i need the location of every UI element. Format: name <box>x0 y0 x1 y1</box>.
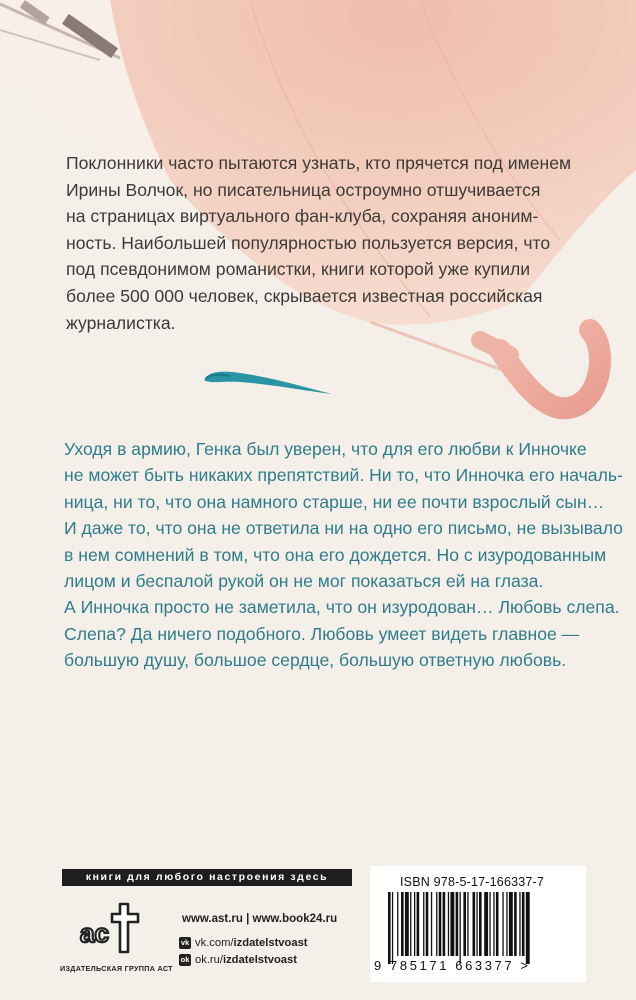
author-paragraph-line: журналистка. <box>66 312 176 333</box>
barcode-bar <box>489 892 490 956</box>
barcode-box <box>370 866 586 982</box>
barcode-bar <box>460 892 461 964</box>
barcode-bar <box>439 892 442 956</box>
synopsis-paragraph-line: не может быть никаких препятствий. Ни то, что Инночка его началь- <box>64 465 623 486</box>
barcode-bar <box>423 892 424 956</box>
ast-logo-lettering: ac <box>80 918 109 948</box>
author-paragraph-line: более 500 000 человек, скрывается известная российская <box>66 285 543 306</box>
barcode-bar <box>506 892 507 956</box>
barcode-bar <box>479 892 482 956</box>
synopsis-paragraph-line: И даже то, что она не ответила ни на одно его письмо, не вызывало <box>64 518 623 539</box>
author-paragraph-line: ность. Наибольшей популярностью пользуется версия, что <box>66 232 551 253</box>
isbn-label: ISBN 978-5-17-166337-7 <box>400 875 545 889</box>
author-paragraph-line: под псевдонимом романистки, книги которой уже купили <box>66 259 531 280</box>
barcode-bar <box>473 892 476 956</box>
barcode-bar <box>401 892 404 956</box>
barcode-bar <box>392 892 393 964</box>
barcode-bar <box>514 892 517 956</box>
vk-link-prefix: vk.com/ <box>195 937 234 949</box>
synopsis-paragraph-line: в нем сомнений в том, что она его дождется. Но с изуродованным <box>64 544 607 565</box>
barcode-digits: 9 785171 663377 > <box>374 958 531 973</box>
ok-link-prefix: ok.ru/ <box>195 954 223 966</box>
barcode-bar <box>456 892 459 956</box>
barcode-bar <box>417 892 420 956</box>
publisher-name: ИЗДАТЕЛЬСКАЯ ГРУППА АСТ <box>60 964 173 973</box>
synopsis-paragraph-line: большую душу, большое сердце, большую ответную любовь. <box>64 650 567 671</box>
vk-link[interactable] <box>179 937 308 949</box>
barcode-bar <box>448 892 449 956</box>
barcode-bar <box>463 892 466 956</box>
author-paragraph-line: на страницах виртуального фан-клуба, сохраняя аноним- <box>66 206 539 227</box>
barcode-bar <box>443 892 446 956</box>
barcode-bar <box>397 892 398 956</box>
author-paragraph-line: Поклонники часто пытаются узнать, кто прячется под именем <box>66 153 572 173</box>
author-paragraph <box>66 150 586 336</box>
barcode-bar <box>522 892 525 956</box>
barcode-bar <box>502 892 503 956</box>
vk-link-handle: izdatelstvoast <box>233 937 308 949</box>
barcode-bar <box>388 892 391 964</box>
barcode-bar <box>450 892 454 956</box>
barcode-bar <box>436 892 437 956</box>
barcode-bar <box>493 892 494 956</box>
author-paragraph-line: Ирины Волчок, но писательница остроумно отшучивается <box>66 179 541 200</box>
barcode-bar <box>426 892 429 956</box>
swoosh-divider <box>200 364 340 400</box>
synopsis-paragraph <box>64 436 623 674</box>
barcode-bar <box>431 892 432 956</box>
barcode-bar <box>405 892 409 956</box>
publisher-websites[interactable]: www.ast.ru | www.book24.ru <box>182 913 338 925</box>
synopsis-paragraph-line: Уходя в армию, Генка был уверен, что для его любви к Инночке <box>64 439 587 459</box>
ok-link-handle: izdatelstvoast <box>222 954 297 966</box>
slogan-bar: книги для любого настроения здесь <box>62 869 352 886</box>
ast-logo <box>74 898 154 962</box>
barcode-bar <box>410 892 411 956</box>
ok-icon: ok <box>180 955 190 964</box>
ok-link[interactable] <box>179 954 297 966</box>
barcode-bar <box>519 892 520 956</box>
synopsis-paragraph-line: Слепа? Да ничего подобного. Любовь умеет видеть главное — <box>64 623 580 644</box>
barcode-bar <box>476 892 477 956</box>
synopsis-paragraph-line: ница, ни то, что она намного старше, ни ее почти взрослый сын… <box>64 491 605 512</box>
barcode-bar <box>509 892 513 956</box>
barcode-bar <box>484 892 488 956</box>
barcode-bars <box>388 892 574 964</box>
barcode-bar <box>526 892 530 964</box>
barcode-bar <box>414 892 415 956</box>
barcode-bar <box>467 892 468 956</box>
vk-icon: vk <box>180 938 190 947</box>
synopsis-paragraph-line: А Инночка просто не заметила, что он изуродован… Любовь слепа. <box>64 597 620 618</box>
barcode-bar <box>496 892 499 956</box>
synopsis-paragraph-line: лицом и беспалой рукой он не мог показаться ей на глаза. <box>64 571 544 592</box>
